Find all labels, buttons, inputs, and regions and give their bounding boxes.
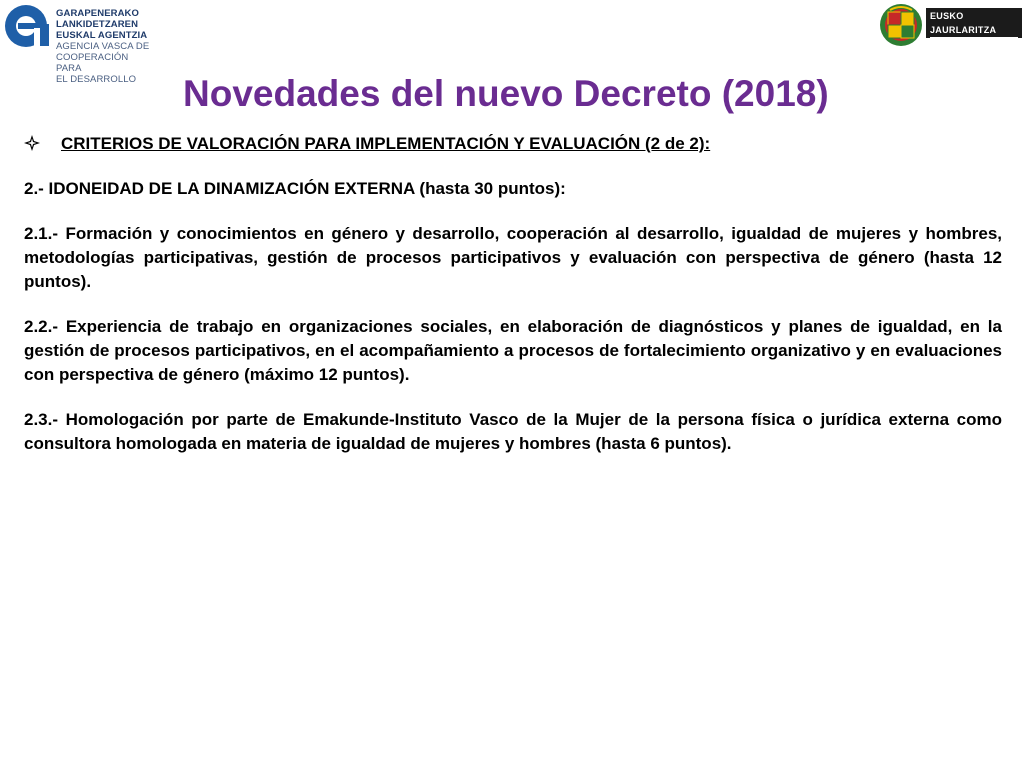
agency-logo-line: GARAPENERAKO bbox=[56, 8, 140, 19]
agency-logo-line: COOPERACIÓN PARA bbox=[56, 52, 129, 74]
criteria-bullet bbox=[24, 132, 1002, 156]
basque-government-shield-icon bbox=[878, 2, 924, 48]
agency-logo-line: AGENCIA VASCA DE bbox=[56, 41, 150, 52]
agency-logo-line: EL DESARROLLO bbox=[56, 74, 137, 85]
basque-government-logo bbox=[878, 2, 1024, 50]
gov-line: GOBIERNO VASCO bbox=[930, 40, 1018, 50]
agency-logo-icon bbox=[4, 2, 52, 50]
agency-logo-line: LANKIDETZAREN bbox=[56, 19, 139, 30]
agency-logo-line: EUSKAL AGENTZIA bbox=[56, 30, 148, 41]
criterion-paragraph: 2.3.- Homologación por parte de Emakunde-Instituto Vasco de la Mujer de la persona física o jurídica externa como consultora homologada en materia de igualdad de mujeres y hombres (hasta 6 puntos). bbox=[24, 410, 1002, 453]
slide-content bbox=[24, 132, 1002, 456]
diamond-bullet-icon bbox=[24, 135, 40, 151]
criteria-bullet-text: CRITERIOS DE VALORACIÓN PARA IMPLEMENTACIÓN Y EVALUACIÓN (2 de 2): bbox=[61, 134, 711, 153]
page-title: Novedades del nuevo Decreto (2018) bbox=[183, 73, 829, 114]
basque-government-wordmark bbox=[926, 8, 1022, 50]
section-heading: 2.- IDONEIDAD DE LA DINAMIZACIÓN EXTERNA (hasta 30 puntos): bbox=[24, 179, 566, 198]
gov-line: EUSKO JAURLARITZA bbox=[930, 9, 1018, 38]
criterion-paragraph: 2.1.- Formación y conocimientos en género y desarrollo, cooperación al desarrollo, igualdad de mujeres y hombres, metodologías participativas, gestión de procesos participativos y evaluación con perspectiva de género (hasta 12 puntos). bbox=[24, 224, 1002, 291]
agency-logo bbox=[4, 2, 154, 86]
criterion-paragraph: 2.2.- Experiencia de trabajo en organizaciones sociales, en elaboración de diagnósticos y planes de igualdad, en la gestión de procesos participativos, en el acompañamiento a procesos de fortalecimiento organizativo y en evaluaciones con perspectiva de género (máximo 12 puntos). bbox=[24, 317, 1002, 384]
agency-logo-text bbox=[56, 8, 154, 85]
